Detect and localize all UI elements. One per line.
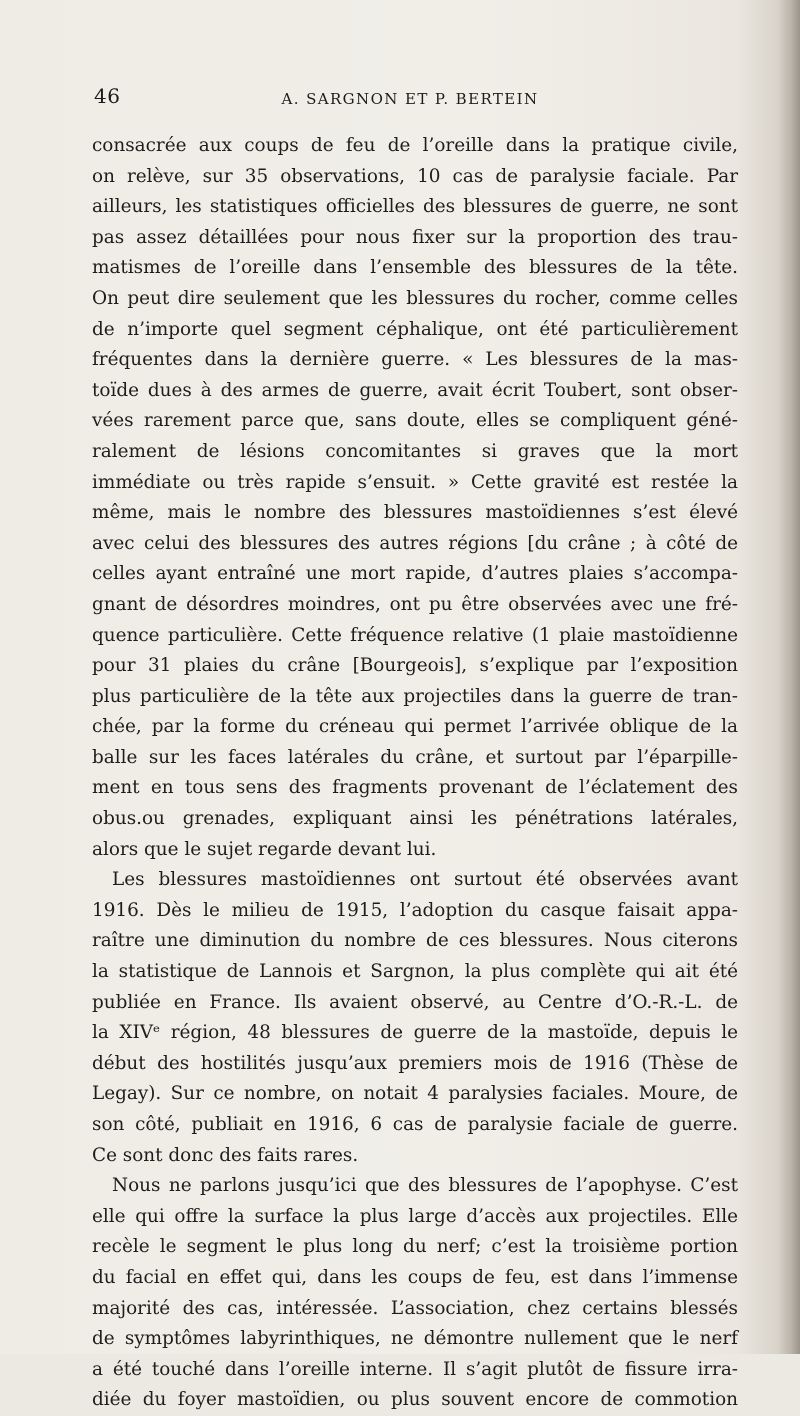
text-line: Nous ne parlons jusqu’ici que des blessures de l’apophyse. C’est (112, 1175, 738, 1197)
text-line: quence particulière. Cette fréquence relative (1 plaie mastoïdienne (92, 624, 738, 646)
text-line: vées rarement parce que, sans doute, elles se compliquent géné- (92, 410, 738, 432)
text-line: Les blessures mastoïdiennes ont surtout été observées avant (112, 869, 738, 891)
text-line: publiée en France. Ils avaient observé, au Centre d’O.-R.-L. de (92, 991, 738, 1013)
text-line: ralement de lésions concomitantes si graves que la mort (92, 440, 738, 462)
text-line: Legay). Sur ce nombre, on notait 4 paralysies faciales. Moure, de (92, 1083, 738, 1105)
text-line: raître une diminution du nombre de ces blessures. Nous citerons (92, 930, 738, 952)
text-line: 1916. Dès le milieu de 1915, l’adoption du casque faisait appa- (92, 899, 738, 921)
text-line: consacrée aux coups de feu de l’oreille dans la pratique civile, (92, 135, 738, 156)
text-line: son côté, publiait en 1916, 6 cas de paralysie faciale de guerre. (92, 1114, 738, 1135)
text-line: immédiate ou très rapide s’ensuit. » Cette gravité est restée la (92, 471, 738, 493)
text-line: gnant de désordres moindres, ont pu être observées avec une fré- (92, 593, 738, 615)
text-line: avec celui des blessures des autres régions [du crâne ; à côté de (92, 532, 738, 554)
text-line: diée du foyer mastoïdien, ou plus souvent encore de commotion (92, 1389, 738, 1411)
text-line: début des hostilités jusqu’aux premiers mois de 1916 (Thèse de (92, 1052, 738, 1074)
text-line: plus particulière de la tête aux projectiles dans la guerre de tran- (92, 685, 738, 707)
text-line: a été touché dans l’oreille interne. Il s’agit plutôt de fissure irra- (92, 1358, 738, 1380)
text-line: obus.ou grenades, expliquant ainsi les pénétrations latérales, (92, 808, 738, 830)
text-line: On peut dire seulement que les blessures du rocher, comme celles (92, 287, 738, 309)
text-line: de n’importe quel segment céphalique, ont été particulièrement (92, 318, 738, 340)
paragraph-1 (92, 131, 738, 865)
text-line: toïde dues à des armes de guerre, avait écrit Toubert, sont obser- (92, 379, 738, 401)
text-line: pas assez détaillées pour nous fixer sur la proportion des trau- (92, 226, 738, 248)
page-number: 46 (94, 84, 121, 108)
text-line: chée, par la forme du créneau qui permet l’arrivée oblique de la (92, 716, 738, 738)
text-line: majorité des cas, intéressée. L’association, chez certains blessés (92, 1297, 738, 1319)
text-line: celles ayant entraîné une mort rapide, d’autres plaies s’accompa- (92, 563, 738, 585)
text-line: de symptômes labyrinthiques, ne démontre nullement que le nerf (92, 1328, 738, 1350)
text-line: alors que le sujet regarde devant lui. (92, 838, 437, 860)
text-line: on relève, sur 35 observations, 10 cas de paralysie faciale. Par (92, 165, 738, 187)
paragraph-3 (92, 1171, 738, 1416)
text-line: ailleurs, les statistiques officielles des blessures de guerre, ne sont (92, 196, 738, 218)
paragraph-2 (92, 865, 738, 1171)
text-line: Ce sont donc des faits rares. (92, 1144, 359, 1166)
text-line: ment en tous sens des fragments provenant de l’éclatement des (92, 777, 738, 799)
text-line: fréquentes dans la dernière guerre. « Les blessures de la mas- (92, 349, 738, 371)
text-line: la XIVᵉ région, 48 blessures de guerre de la mastoïde, depuis le (92, 1022, 738, 1044)
body-text (92, 131, 738, 1416)
text-line: elle qui offre la surface la plus large d’accès aux projectiles. Elle (92, 1205, 738, 1227)
text-line: matismes de l’oreille dans l’ensemble des blessures de la tête. (92, 257, 738, 279)
text-line: la statistique de Lannois et Sargnon, la plus complète qui ait été (92, 961, 738, 983)
text-line: du facial en effet qui, dans les coups de feu, est dans l’immense (92, 1266, 738, 1288)
text-line: pour 31 plaies du crâne [Bourgeois], s’explique par l’exposition (92, 655, 738, 677)
page-edge-shadow (778, 0, 800, 1354)
text-line: même, mais le nombre des blessures mastoïdiennes s’est élevé (92, 502, 738, 524)
text-line: balle sur les faces latérales du crâne, et surtout par l’éparpille- (92, 746, 738, 768)
running-title: A. SARGNON ET P. BERTEIN (281, 90, 539, 108)
running-head (80, 84, 740, 118)
text-line: recèle le segment le plus long du nerf; c’est la troisième portion (92, 1236, 738, 1258)
